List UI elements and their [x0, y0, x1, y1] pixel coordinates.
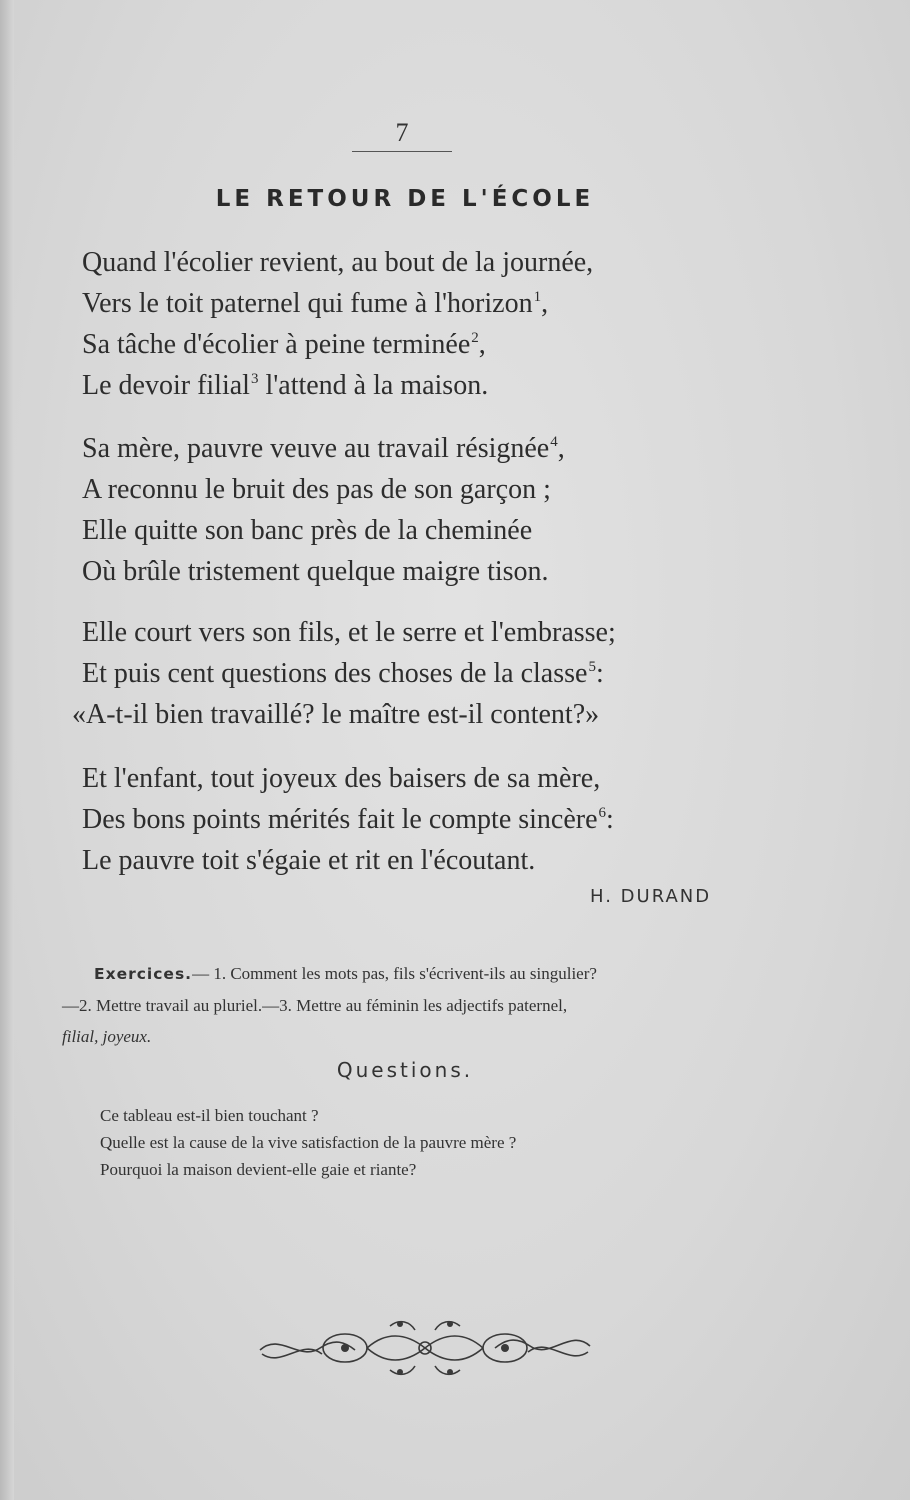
poem-line: Sa mère, pauvre veuve au travail résignée$^4$,	[82, 433, 565, 464]
page-number-rule	[352, 151, 452, 152]
poem-line: Elle quitte son banc près de la cheminée	[82, 515, 533, 546]
exercises-line-2: —2. Mettre travail au pluriel.—3. Mettre au féminin les adjectifs paternel,	[62, 996, 568, 1015]
stanza-3	[72, 612, 842, 735]
poem-line: Et puis cent questions des choses de la classe$^5$:	[82, 658, 604, 689]
question-item: Ce tableau est-il bien touchant ?	[100, 1106, 319, 1125]
poem-line: Des bons points mérités fait le compte sincère$^6$:	[82, 804, 614, 835]
poem-title: LE RETOUR DE L'ÉCOLE	[215, 186, 595, 212]
footnote-marker: 3	[250, 371, 259, 387]
poem-line: A reconnu le bruit des pas de son garçon ;	[82, 474, 551, 505]
poem-line: Vers le toit paternel qui fume à l'horizon$^1$,	[82, 288, 549, 319]
page-binding-edge	[0, 0, 14, 1500]
poem-line: Elle court vers son fils, et le serre et l'embrasse;	[82, 617, 616, 648]
poem-line: Sa tâche d'écolier à peine terminée$^2$,	[82, 329, 486, 360]
footnote-marker: 4	[550, 434, 558, 450]
footnote-marker: 1	[533, 289, 542, 305]
footnote-marker: 2	[471, 330, 479, 346]
exercises-line-3: filial, joyeux.	[62, 1027, 152, 1046]
stanza-1	[82, 242, 842, 406]
footnote-marker: 5	[588, 659, 596, 675]
footnote-marker: 6	[598, 805, 607, 821]
stanza-2	[82, 428, 842, 592]
question-item: Pourquoi la maison devient-elle gaie et riante?	[100, 1160, 417, 1179]
exercises-section	[62, 958, 822, 1052]
page-number: 7	[395, 118, 409, 147]
exercises-line-1: Exercices.— 1. Comment les mots pas, fils s'écrivent-ils au singulier?	[94, 964, 597, 983]
poem-line: Le devoir filial$^3$ l'attend à la maison.	[82, 370, 489, 401]
poem-line: Le pauvre toit s'égaie et rit en l'écoutant.	[82, 845, 536, 876]
poem-line: Où brûle tristement quelque maigre tison.	[82, 556, 549, 587]
poem-line: Quand l'écolier revient, au bout de la journée,	[82, 247, 594, 278]
poem-line: Et l'enfant, tout joyeux des baisers de sa mère,	[82, 763, 601, 794]
stanza-4	[82, 758, 842, 881]
question-item: Quelle est la cause de la vive satisfaction de la pauvre mère ?	[100, 1133, 517, 1152]
poem-line: «A-t-il bien travaillé? le maître est-il content?»	[72, 699, 600, 730]
poem-author: H. DURAND	[590, 886, 712, 907]
questions-title: Questions.	[336, 1058, 474, 1082]
exercises-label: Exercices.	[94, 965, 193, 983]
floral-ornament-icon	[250, 1312, 600, 1382]
questions-list	[100, 1102, 800, 1183]
